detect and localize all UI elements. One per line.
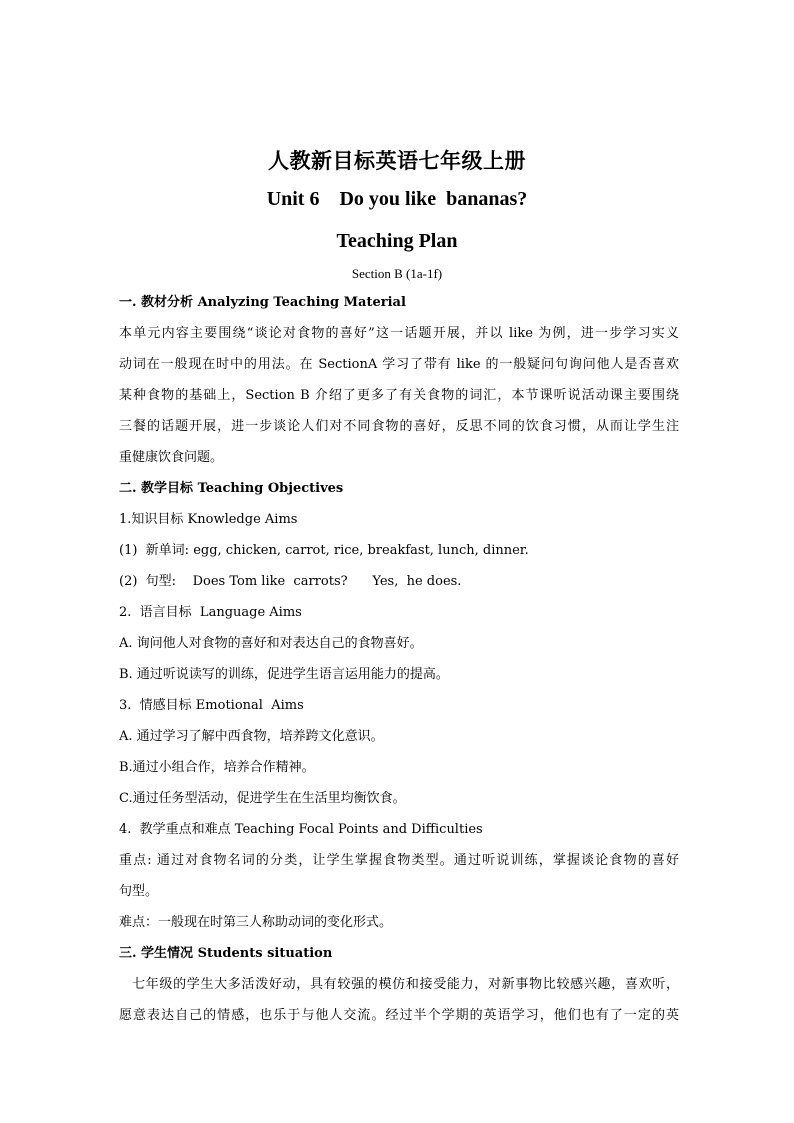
emotional-item: A. 通过学习了解中西食物，培养跨文化意识。 — [119, 729, 384, 744]
heading-teaching-material: 一. 教材分析 Analyzing Teaching Material — [119, 295, 406, 310]
paragraph-line: 重健康饮食问题。 — [119, 450, 224, 465]
paragraph-line: 本单元内容主要围绕“谈论对食物的喜好”这一话题开展，并以 like 为例，进一步学习实义 — [119, 326, 679, 341]
paragraph-line: 动词在一般现在时中的用法。在 SectionA 学习了带有 like 的一般疑问句询问他人是否喜欢 — [119, 357, 679, 372]
knowledge-aims-title: 1.知识目标 Knowledge Aims — [119, 512, 298, 527]
document-body — [119, 287, 679, 1031]
paragraph-line: 三餐的话题开展，进一步谈论人们对不同食物的喜好，反思不同的饮食习惯，从而让学生注 — [119, 419, 679, 434]
difficulty-line: 难点：一般现在时第三人称助动词的变化形式。 — [119, 915, 393, 930]
section-subtitle: Section B (1a-1f) — [351, 266, 443, 281]
heading-teaching-objectives: 二. 教学目标 Teaching Objectives — [119, 481, 344, 496]
emotional-item: C.通过任务型活动，促进学生在生活里均衡饮食。 — [119, 791, 406, 806]
focal-points-title: 4. 教学重点和难点 Teaching Focal Points and Difficulties — [119, 822, 483, 837]
emotional-aims-title: 3. 情感目标 Emotional Aims — [119, 698, 304, 713]
language-item: A. 询问他人对食物的喜好和对表达自己的食物喜好。 — [119, 636, 423, 651]
focal-point-line: 重点: 通过对食物名词的分类，让学生掌握食物类型。通过听说训练，掌握谈论食物的喜好 — [119, 853, 679, 868]
paragraph-line: 愿意表达自己的情感，也乐于与他人交流。经过半个学期的英语学习，他们也有了一定的英 — [119, 1008, 679, 1023]
paragraph-line: 七年级的学生大多活泼好动，具有较强的模仿和接受能力，对新事物比较感兴趣，喜欢听， — [132, 977, 679, 992]
unit-title: Unit 6 Do you like bananas? — [266, 188, 528, 210]
emotional-item: B.通过小组合作，培养合作精神。 — [119, 760, 315, 775]
knowledge-item: (1) 新单词: egg, chicken, carrot, rice, breakfast, lunch, dinner. — [119, 543, 529, 558]
paragraph-line: 某种食物的基础上，Section B 介绍了更多了有关食物的词汇，本节课听说活动课主要围绕 — [119, 388, 679, 403]
language-item: B. 通过听说读写的训练，促进学生语言运用能力的提高。 — [119, 667, 449, 682]
focal-point-line: 句型。 — [119, 884, 159, 899]
knowledge-item: (2) 句型: Does Tom like carrots? Yes, he does. — [119, 574, 462, 589]
language-aims-title: 2. 语言目标 Language Aims — [119, 605, 302, 620]
plan-title: Teaching Plan — [336, 230, 458, 252]
document-title: 人教新目标英语七年级上册 — [268, 148, 526, 173]
heading-students-situation: 三. 学生情况 Students situation — [119, 946, 333, 961]
